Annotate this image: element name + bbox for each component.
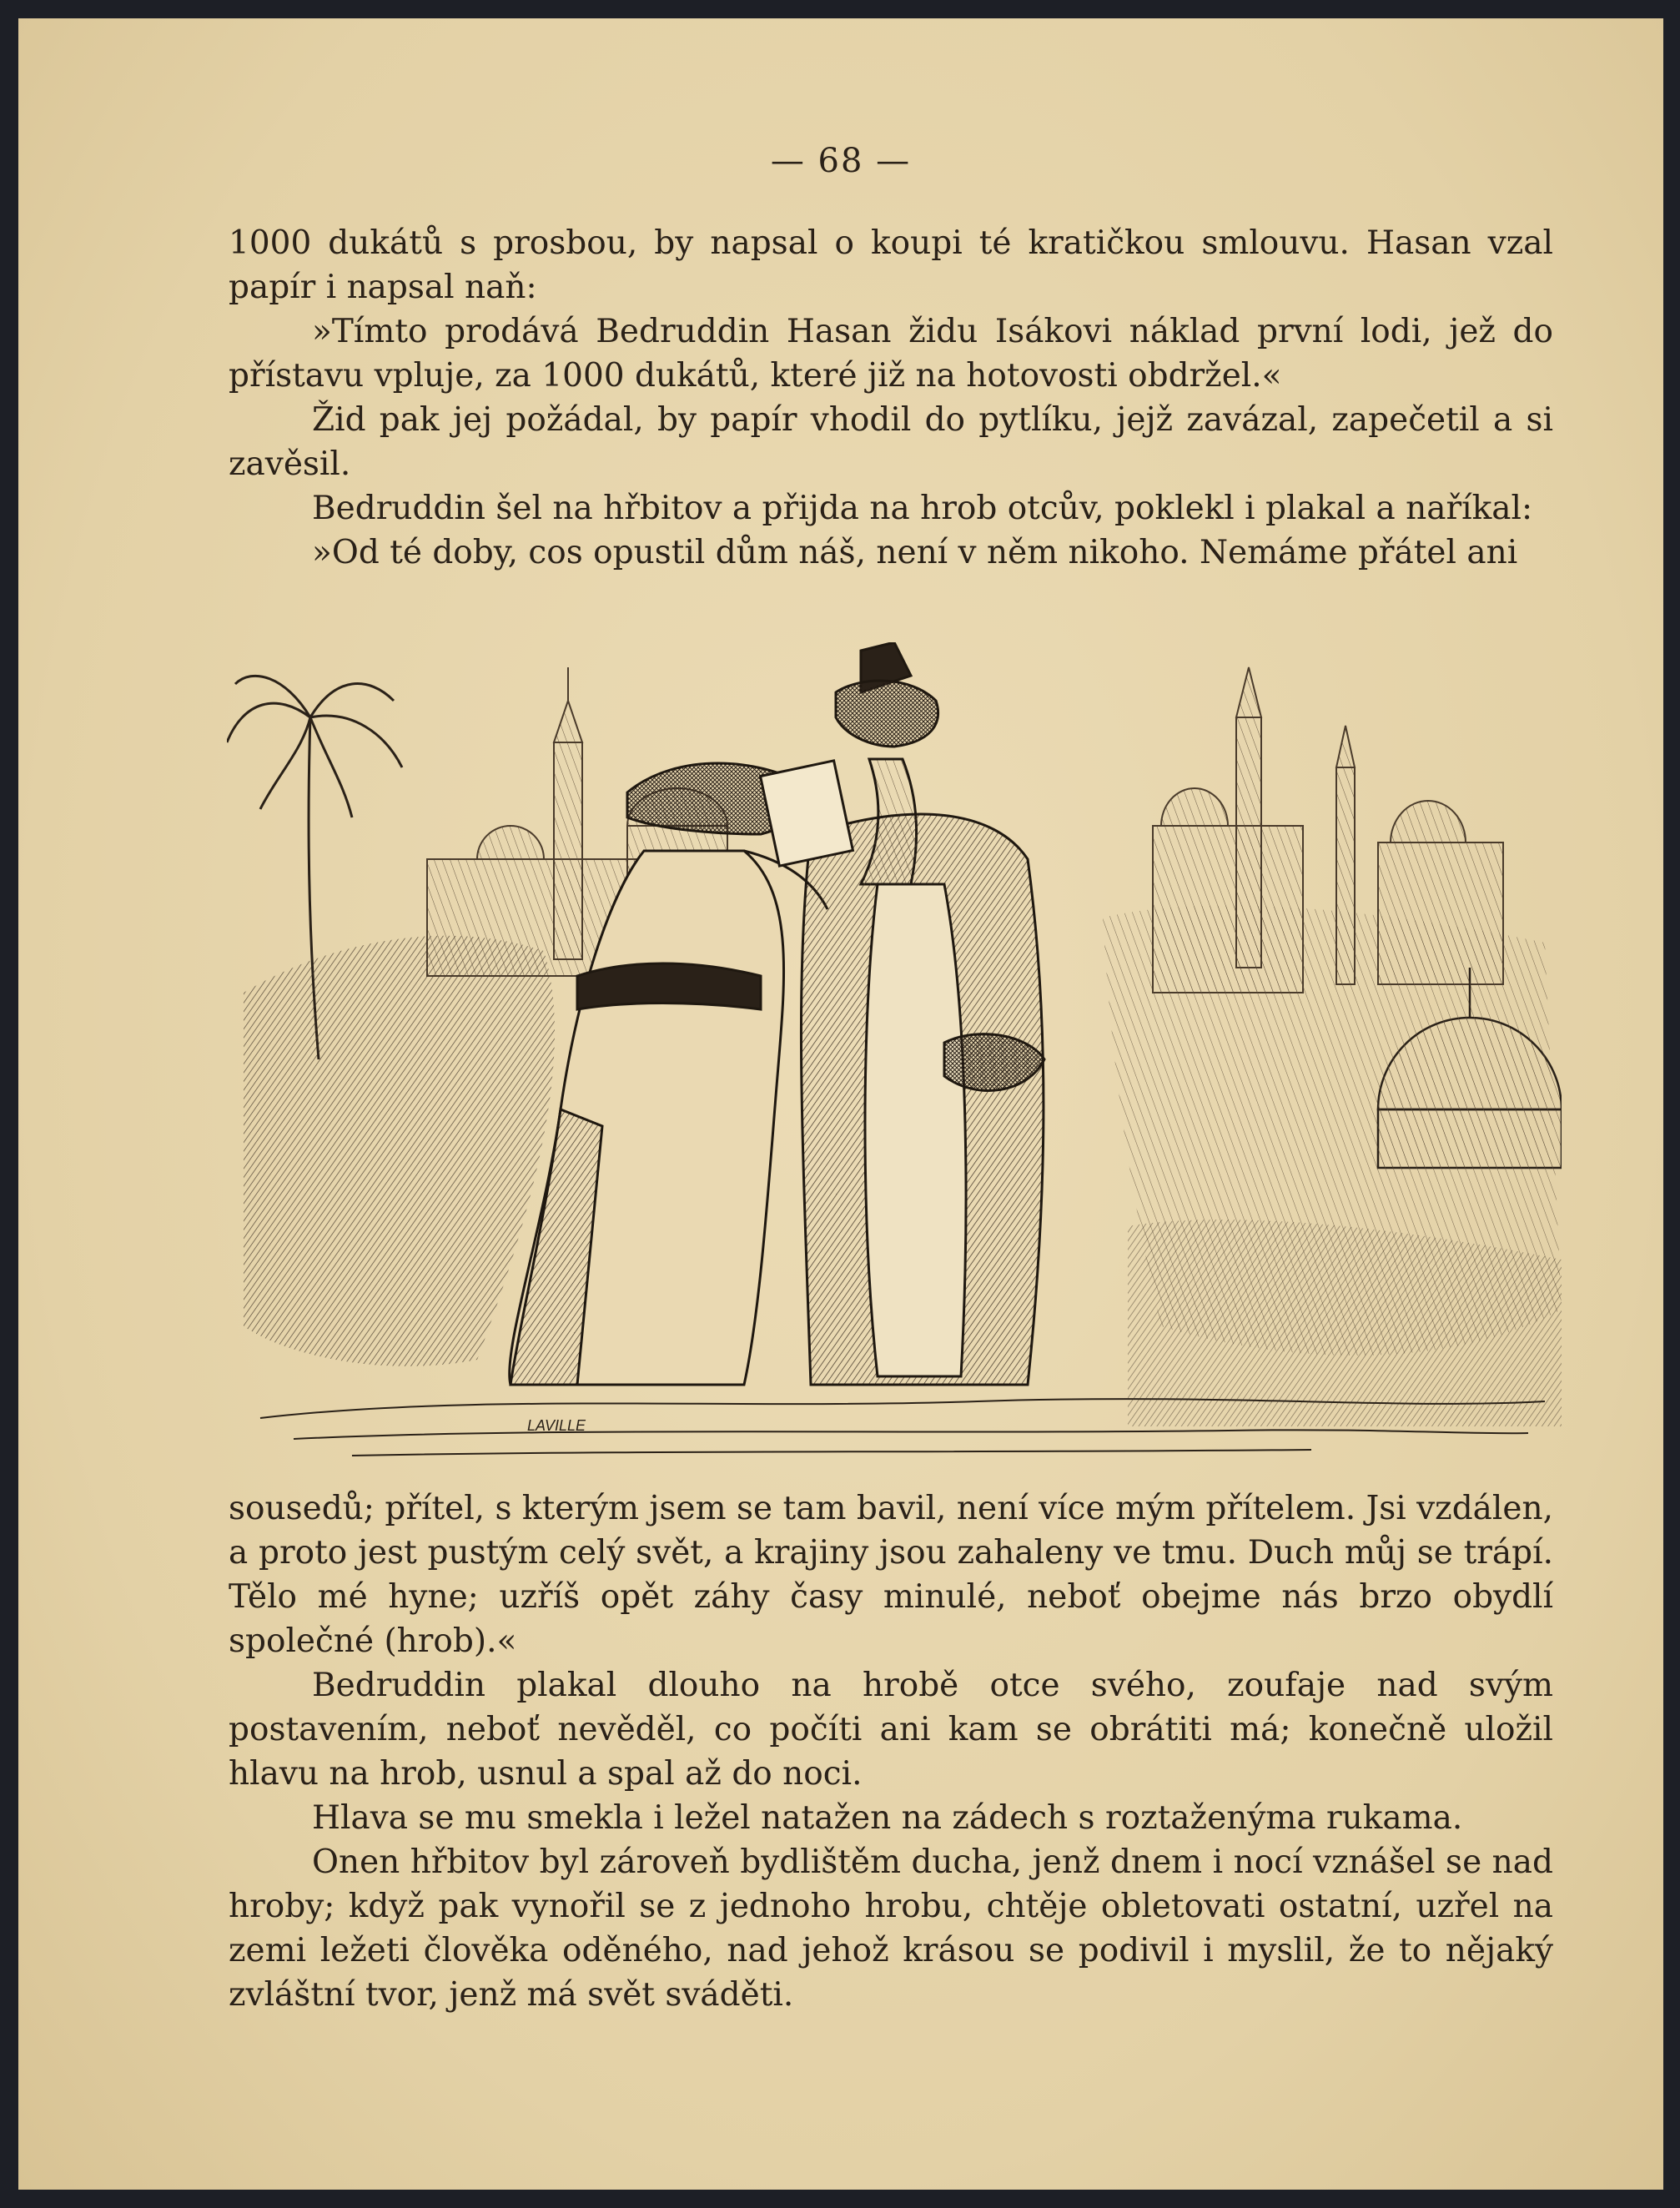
paragraph: Žid pak jej požádal, by papír vhodil do pytlíku, jejž zavázal, zapečetil a si zavěsil. xyxy=(229,401,1553,483)
paragraph: Bedruddin plakal dlouho na hrobě otce svého, zoufaje nad svým postavením, neboť nevěděl, co počíti ani kam se obrátiti má; konečně uložil hlavu na hrob, usnul a spal až do noci. xyxy=(229,1667,1553,1793)
book-page xyxy=(18,18,1663,2190)
paragraph: Bedruddin šel na hřbitov a přijda na hrob otcův, poklekl i plakal a naříkal: xyxy=(312,490,1533,527)
paragraph: Hlava se mu smekla i ležel natažen na zádech s roztaženýma rukama. xyxy=(312,1799,1463,1837)
paragraph: »Od té doby, cos opustil dům náš, není v něm nikoho. Nemáme přátel ani xyxy=(312,534,1518,571)
engraving-drawing xyxy=(227,642,1562,1468)
text-block-top xyxy=(229,221,1553,575)
paragraph: Onen hřbitov byl zároveň bydlištěm ducha, jenž dnem i nocí vznášel se nad hroby; když pak vynořil se z jednoho hrobu, chtěje obletovati ostatní, uzřel na zemi ležeti člověka oděného, nad jehož krásou se podivil i myslil, že to nějaký zvláštní tvor, jenž má svět sváděti. xyxy=(229,1843,1553,2014)
text-block-bottom xyxy=(229,1486,1553,2017)
paragraph: 1000 dukátů s prosbou, by napsal o koupi té kratičkou smlouvu. Hasan vzal papír i napsal naň: xyxy=(229,224,1553,306)
paragraph: sousedů; přítel, s kterým jsem se tam bavil, není více mým přítelem. Jsi vzdálen, a proto jest pustým celý svět, a krajiny jsou zahaleny ve tmu. Duch můj se trápí. Tělo mé hyne; uzříš opět záhy časy minulé, neboť obejme nás brzo obydlí společné (hrob).« xyxy=(229,1490,1553,1660)
engraving-illustration xyxy=(227,642,1562,1468)
engraver-signature: LAVILLE xyxy=(527,1417,586,1434)
figure-isak xyxy=(761,642,1044,1385)
paragraph: »Tímto prodává Bedruddin Hasan židu Isákovi náklad první lodi, jež do přístavu vpluje, za 1000 dukátů, které již na hotovosti obdržel.« xyxy=(229,313,1553,395)
page-number: — 68 — xyxy=(770,142,912,180)
